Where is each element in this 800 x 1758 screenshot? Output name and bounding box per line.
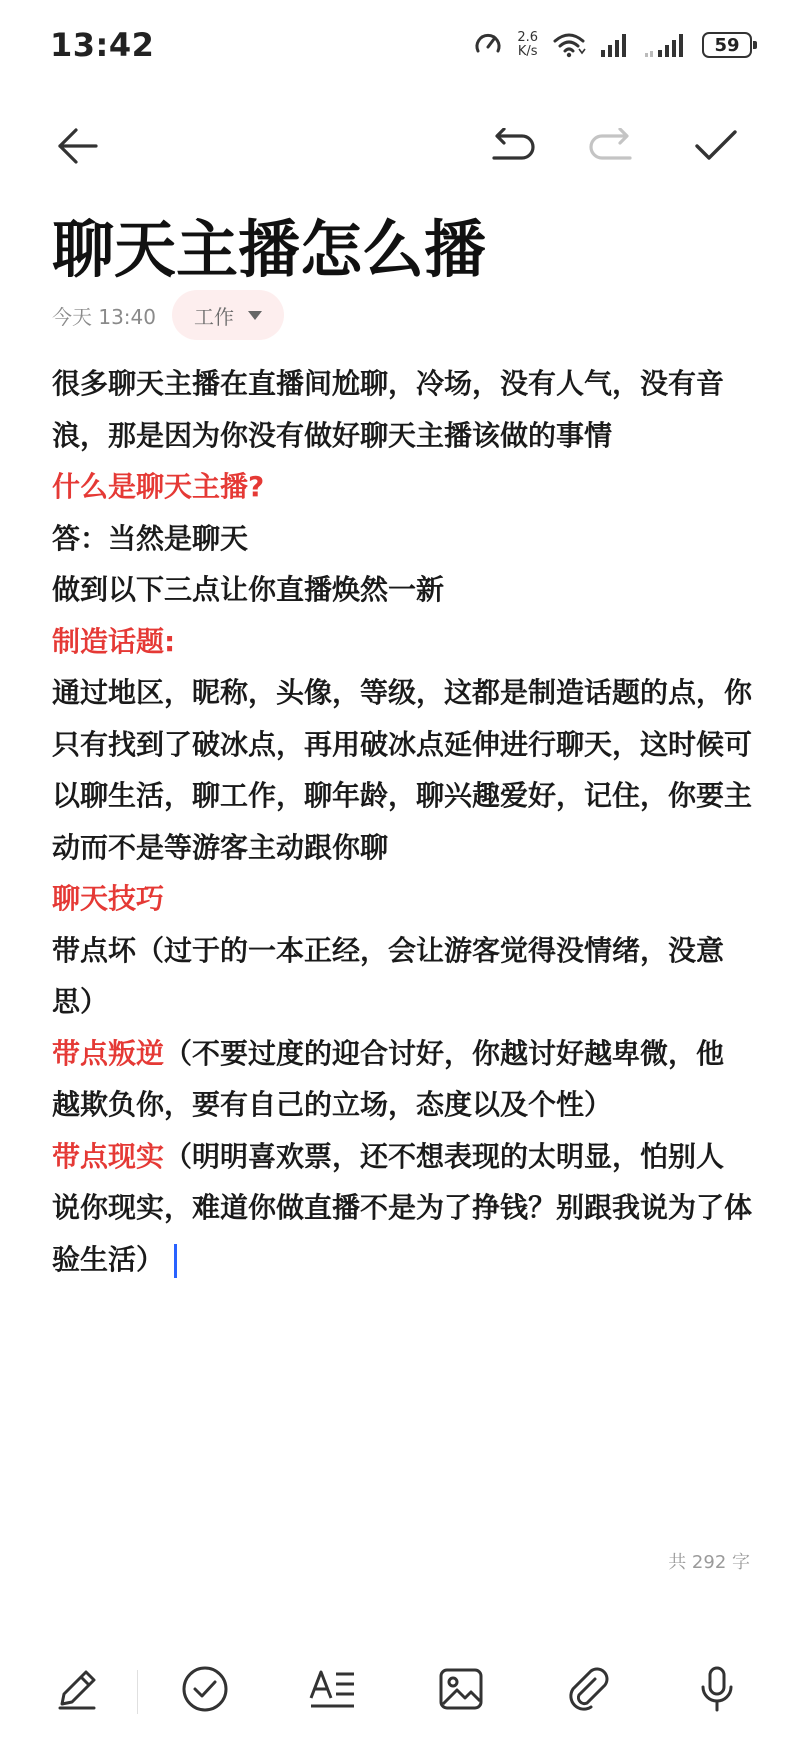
undo-button[interactable] (484, 118, 540, 174)
battery-indicator (702, 32, 752, 58)
pen-icon (54, 1666, 100, 1712)
redo-button[interactable] (584, 118, 640, 174)
attachment-button[interactable] (560, 1660, 618, 1718)
status-bar (0, 0, 800, 92)
wifi-icon (552, 31, 586, 59)
inline-heading: 带点现实 (52, 1139, 165, 1173)
bottom-toolbar (0, 1640, 800, 1736)
network-speed-unit: K/s (517, 44, 538, 59)
editor-toolbar (0, 110, 800, 182)
text-cursor (174, 1244, 177, 1278)
checklist-icon (180, 1664, 230, 1714)
folder-selector[interactable] (172, 290, 284, 340)
body-paragraph-mixed (52, 1028, 752, 1131)
image-icon (437, 1666, 485, 1712)
network-speed (517, 31, 538, 59)
folder-label: 工作 (194, 304, 234, 329)
arrow-left-icon (56, 126, 100, 166)
handwriting-button[interactable] (48, 1660, 106, 1718)
battery-level: 59 (714, 34, 740, 56)
signal-1-icon (600, 32, 630, 58)
attachment-icon (565, 1665, 613, 1713)
redo-icon (588, 128, 636, 164)
section-heading: 制造话题: (52, 624, 176, 658)
network-speed-value: 2.6 (517, 30, 538, 45)
status-icons (473, 28, 752, 62)
chevron-down-icon (248, 311, 262, 320)
check-icon (694, 128, 738, 164)
speedometer-icon (473, 30, 503, 60)
text-format-button[interactable] (304, 1660, 362, 1718)
done-button[interactable] (688, 118, 744, 174)
body-paragraph: 答：当然是聊天 (52, 521, 249, 555)
note-timestamp: 今天 13:40 (52, 304, 156, 329)
text-format-icon (308, 1666, 358, 1712)
section-heading: 聊天技巧 (52, 882, 165, 915)
signal-2-icon (644, 32, 688, 58)
toolbar-divider (137, 1670, 138, 1714)
body-paragraph: 做到以下三点让你直播焕然一新 (52, 573, 445, 606)
insert-image-button[interactable] (432, 1660, 490, 1718)
back-button[interactable] (50, 118, 106, 174)
inline-text: （明明喜欢票，还不想表现的太明显，怕别人说你现实，难道你做直播不是为了挣钱？别跟我说为了体验生活） (52, 1139, 753, 1276)
voice-input-button[interactable] (688, 1660, 746, 1718)
microphone-icon (697, 1665, 737, 1713)
word-count: 共 292 字 (668, 1552, 750, 1573)
body-paragraph-mixed (52, 1131, 752, 1286)
status-clock: 13:42 (50, 26, 155, 64)
inline-text: （不要过度的迎合讨好，你越讨好越卑微，他越欺负你，要有自己的立场，态度以及个性） (52, 1036, 725, 1121)
undo-icon (488, 128, 536, 164)
body-paragraph: 带点坏（过于的一本正经，会让游客觉得没情绪，没意思） (52, 933, 725, 1018)
checklist-button[interactable] (176, 1660, 234, 1718)
body-paragraph: 通过地区，昵称，头像，等级，这都是制造话题的点，你只有找到了破冰点，再用破冰点延伸进行聊天，这时候可以聊生活，聊工作，聊年龄，聊兴趣爱好，记住，你要主动而不是等游客主动跟你聊 (52, 676, 753, 864)
note-meta (52, 290, 284, 340)
section-heading: 什么是聊天主播? (52, 470, 265, 503)
note-title[interactable]: 聊天主播怎么播 (52, 213, 487, 286)
note-body[interactable] (52, 358, 752, 1285)
inline-heading: 带点叛逆 (52, 1036, 165, 1070)
body-paragraph: 很多聊天主播在直播间尬聊，冷场，没有人气，没有音浪，那是因为你没有做好聊天主播该做的事情 (52, 367, 725, 452)
